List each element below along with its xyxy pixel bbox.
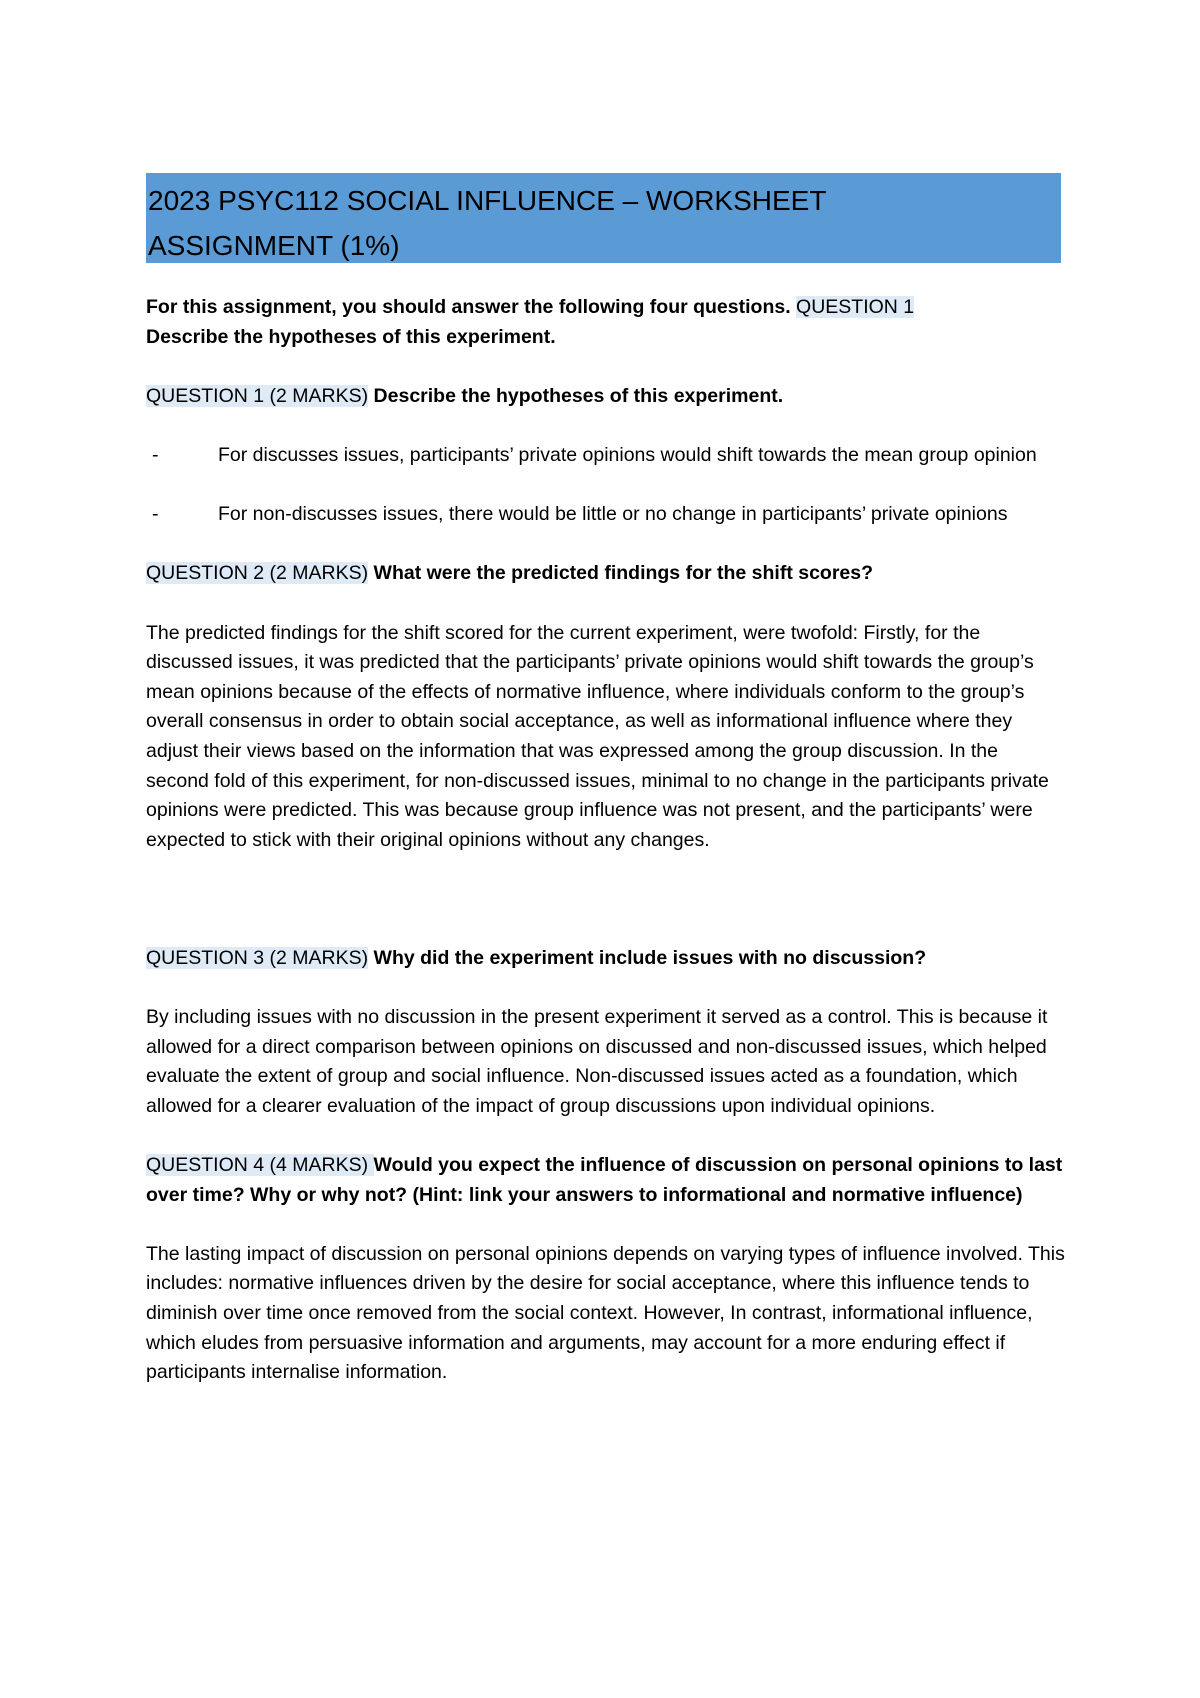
- question-4-heading: [146, 1151, 1066, 1210]
- intro-text: For this assignment, you should answer the following four questions.: [146, 296, 797, 318]
- intro-paragraph: [146, 293, 1066, 352]
- question-2-text: What were the predicted findings for the shift scores?: [368, 562, 874, 585]
- document-body: [146, 293, 1066, 1388]
- question-3-label: QUESTION 3 (2 MARKS): [146, 946, 369, 969]
- bullet-text: For non-discusses issues, there would be little or no change in participants’ private opinions: [218, 503, 1008, 526]
- title-line-2: ASSIGNMENT (1%): [148, 230, 400, 261]
- question-1-text: Describe the hypotheses of this experiment.: [368, 384, 784, 407]
- question-4-text: Would you expect the influence of discussion on personal opinions to last over time? Why or why not? (Hint: link your answers to informational and normative influence): [146, 1154, 1063, 1206]
- question-2-answer: The predicted findings for the shift scored for the current experiment, were twofold: Firstly, for the discussed issues, it was predicted that the participants’ private opinions would shift towards the group’s mean opinions because of the effects of normative influence, where individuals conform to the group’s overall consensus in order to obtain social acceptance, as well as informational influence where they adjust their views based on the information that was expressed among the group discussion. In the second fold of this experiment, for non-discussed issues, minimal to no change in the participants private opinions were predicted. This was because group influence was not present, and the participants’ were expected to stick with their original opinions without any changes.: [146, 621, 1049, 851]
- title-line-1: 2023 PSYC112 SOCIAL INFLUENCE – WORKSHEET: [148, 185, 827, 216]
- question-2-label: QUESTION 2 (2 MARKS): [146, 562, 369, 585]
- question-4-label: QUESTION 4 (4 MARKS): [146, 1154, 374, 1177]
- question-4-answer: The lasting impact of discussion on personal opinions depends on varying types of influence involved. This includes: normative influences driven by the desire for social acceptance, where this influence tends to diminish over time once removed from the social context. However, In contrast, informational influence, which eludes from persuasive information and arguments, may account for a more enduring effect if participants internalise information.: [146, 1242, 1065, 1384]
- bullet-item: [146, 441, 1066, 471]
- question-3-heading: [146, 944, 1066, 974]
- question-3-text: Why did the experiment include issues with no discussion?: [368, 946, 927, 969]
- bullet-text: For discusses issues, participants’ private opinions would shift towards the mean group opinion: [218, 443, 1037, 466]
- question-1-heading: [146, 382, 1066, 412]
- intro-highlight: QUESTION 1: [796, 296, 915, 318]
- dash-icon: -: [152, 503, 159, 526]
- question-1-bullets: [146, 441, 1066, 530]
- question-2-heading: [146, 559, 1066, 589]
- bullet-item: [146, 500, 1066, 530]
- dash-icon: -: [152, 443, 159, 466]
- question-1-label: QUESTION 1 (2 MARKS): [146, 384, 369, 407]
- title-band: [146, 173, 1061, 263]
- intro-text-2: Describe the hypotheses of this experiment.: [146, 325, 556, 348]
- question-3-answer: By including issues with no discussion in the present experiment it served as a control. This is because it allowed for a direct comparison between opinions on discussed and non-discussed issues, which helped evaluate the extent of group and social influence. Non-discussed issues acted as a foundation, which allowed for a clearer evaluation of the impact of group discussions upon individual opinions.: [146, 1006, 1048, 1117]
